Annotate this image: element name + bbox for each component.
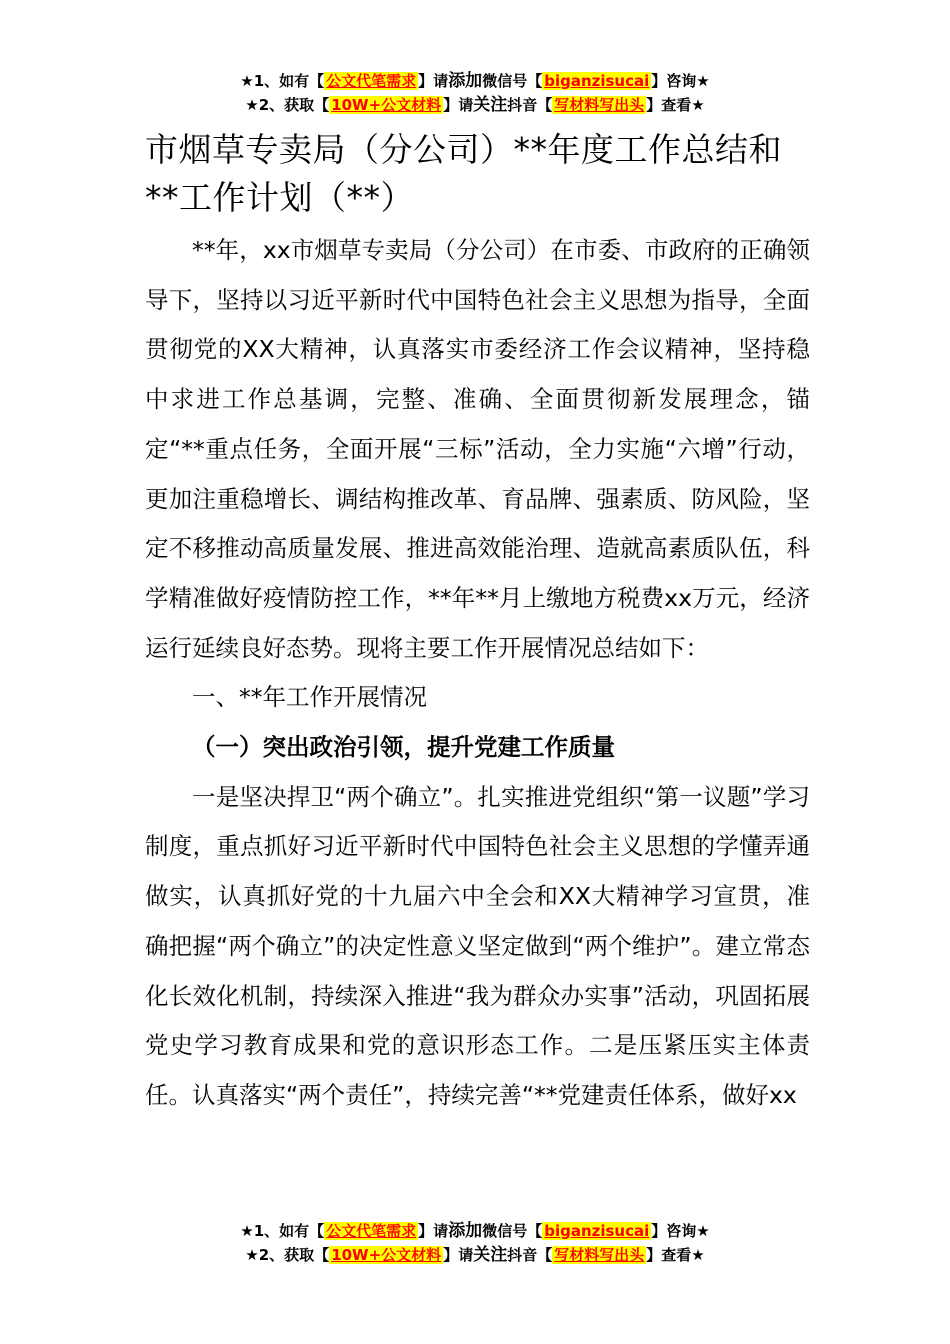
banner-line-1: ★1、如有【 公文代笔需求 】请添加微信号【 biganzisucai 】咨询★ [240, 1221, 710, 1241]
banner-highlight: 10W+公文材料 [331, 96, 442, 114]
banner-highlight: 公文代笔需求 [326, 72, 417, 90]
banner-line-1: ★1、如有【 公文代笔需求 】请添加微信号【 biganzisucai 】咨询★ [240, 71, 710, 91]
subsection-heading: （一）突出政治引领，提升党建工作质量 [192, 733, 615, 762]
paragraph-party-building: 一是坚决捍卫“两个确立”。扎实推进党组织“第一议题”学习制度，重点抓好习近平新时代中国特色社会主义思想的学懂弄通做实，认真抓好党的十九届六中全会和XX大精神学习宣贯，准确把握“两个确立”的决定性意义坚定做到“两个维护”。建立常态化长效化机制，持续深入推进“我为群众办实事”活动，巩固拓展党史学习教育成果和党的意识形态工作。二是压紧压实主体责任。认真落实“两个责任”，持续完善“**党建责任体系，做好xx [145, 782, 810, 1109]
paragraph-intro: **年，xx市烟草专卖局（分公司）在市委、市政府的正确领导下，坚持以习近平新时代中国特色社会主义思想为指导，全面贯彻党的XX大精神，认真落实市委经济工作会议精神，坚持稳中求进工作总基调，完整、准确、全面贯彻新发展理念，锚定“**重点任务，全面开展“三标”活动，全力实施“六增”行动，更加注重稳增长、调结构推改革、育品牌、强素质、防风险，坚定不移推动高质量发展、推进高效能治理、造就高素质队伍，科学精准做好疫情防控工作，**年**月上缴地方税费xx万元，经济运行延续良好态势。现将主要工作开展情况总结如下： [145, 236, 810, 662]
top-banner [0, 70, 950, 118]
banner-highlight: 写材料写出头 [554, 96, 645, 114]
document-title: 市烟草专卖局（分公司）**年度工作总结和**工作计划（**） [145, 130, 782, 217]
banner-highlight: biganzisucai [544, 1222, 650, 1240]
bottom-banner [0, 1220, 950, 1268]
banner-highlight: 公文代笔需求 [326, 1222, 417, 1240]
banner-line-2: ★2、获取【 10W+公文材料 】请关注抖音【 写材料写出头 】查看★ [245, 1245, 705, 1265]
banner-highlight: biganzisucai [544, 72, 650, 90]
document-body [145, 226, 810, 1121]
section-heading: 一、**年工作开展情况 [192, 683, 427, 712]
banner-highlight: 写材料写出头 [554, 1246, 645, 1264]
banner-highlight: 10W+公文材料 [331, 1246, 442, 1264]
banner-line-2: ★2、获取【 10W+公文材料 】请关注抖音【 写材料写出头 】查看★ [245, 95, 705, 115]
